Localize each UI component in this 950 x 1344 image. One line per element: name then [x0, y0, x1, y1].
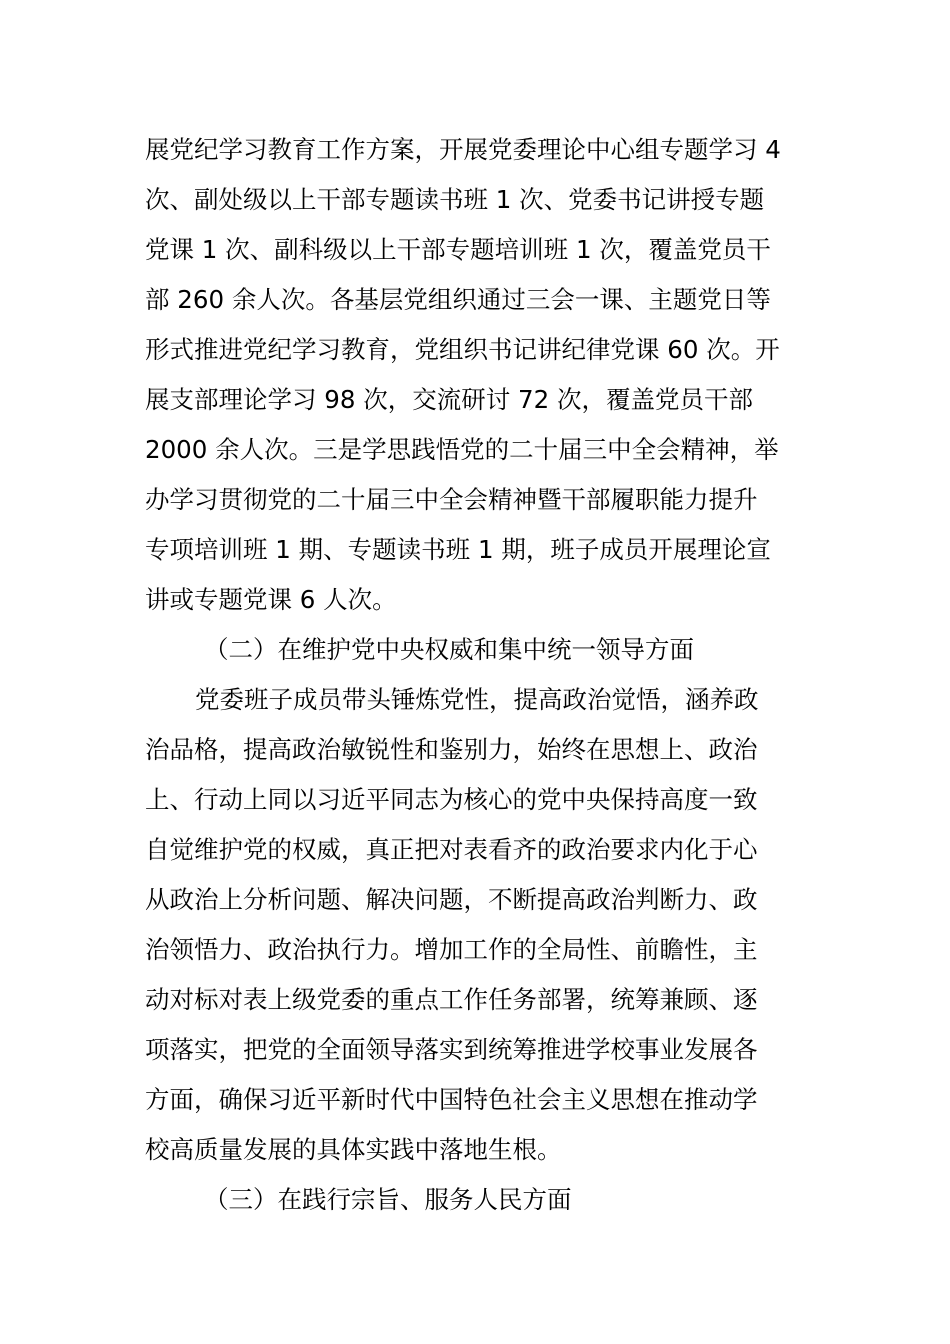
body-text-line: 动对标对表上级党委的重点工作任务部署，统筹兼顾、逐 [145, 985, 758, 1014]
section-heading: （二）在维护党中央权威和集中统一领导方面 [204, 635, 694, 664]
body-text-line: 展支部理论学习 98 次，交流研讨 72 次，覆盖党员干部 [145, 385, 753, 414]
body-text-line: 方面，确保习近平新时代中国特色社会主义思想在推动学 [145, 1085, 758, 1114]
paragraph-first-line: 党委班子成员带头锤炼党性，提高政治觉悟，涵养政 [195, 685, 759, 714]
body-text-line: 形式推进党纪学习教育，党组织书记讲纪律党课 60 次。开 [145, 335, 780, 364]
body-text-line: 党课 1 次、副科级以上干部专题培训班 1 次，覆盖党员干 [145, 235, 771, 264]
body-text-line: 治领悟力、政治执行力。增加工作的全局性、前瞻性，主 [145, 935, 758, 964]
body-text-line: 办学习贯彻党的二十届三中全会精神暨干部履职能力提升 [145, 485, 758, 514]
body-text-line: 讲或专题党课 6 人次。 [145, 585, 397, 614]
body-text-line: 自觉维护党的权威，真正把对表看齐的政治要求内化于心 [145, 835, 758, 864]
body-text-line: 展党纪学习教育工作方案，开展党委理论中心组专题学习 4 [145, 135, 781, 164]
body-text-line: 2000 余人次。三是学思践悟党的二十届三中全会精神，举 [145, 435, 779, 464]
section-heading: （三）在践行宗旨、服务人民方面 [204, 1185, 572, 1214]
body-text-line: 上、行动上同以习近平同志为核心的党中央保持高度一致 [145, 785, 758, 814]
body-text-line: 专项培训班 1 期、专题读书班 1 期，班子成员开展理论宣 [145, 535, 771, 564]
body-text-line: 治品格，提高政治敏锐性和鉴别力，始终在思想上、政治 [145, 735, 758, 764]
body-text-line: 次、副处级以上干部专题读书班 1 次、党委书记讲授专题 [145, 185, 765, 214]
body-text-line: 校高质量发展的具体实践中落地生根。 [145, 1135, 562, 1164]
body-text-line: 项落实，把党的全面领导落实到统筹推进学校事业发展各 [145, 1035, 758, 1064]
body-text-line: 从政治上分析问题、解决问题，不断提高政治判断力、政 [145, 885, 758, 914]
body-text-line: 部 260 余人次。各基层党组织通过三会一课、主题党日等 [145, 285, 771, 314]
